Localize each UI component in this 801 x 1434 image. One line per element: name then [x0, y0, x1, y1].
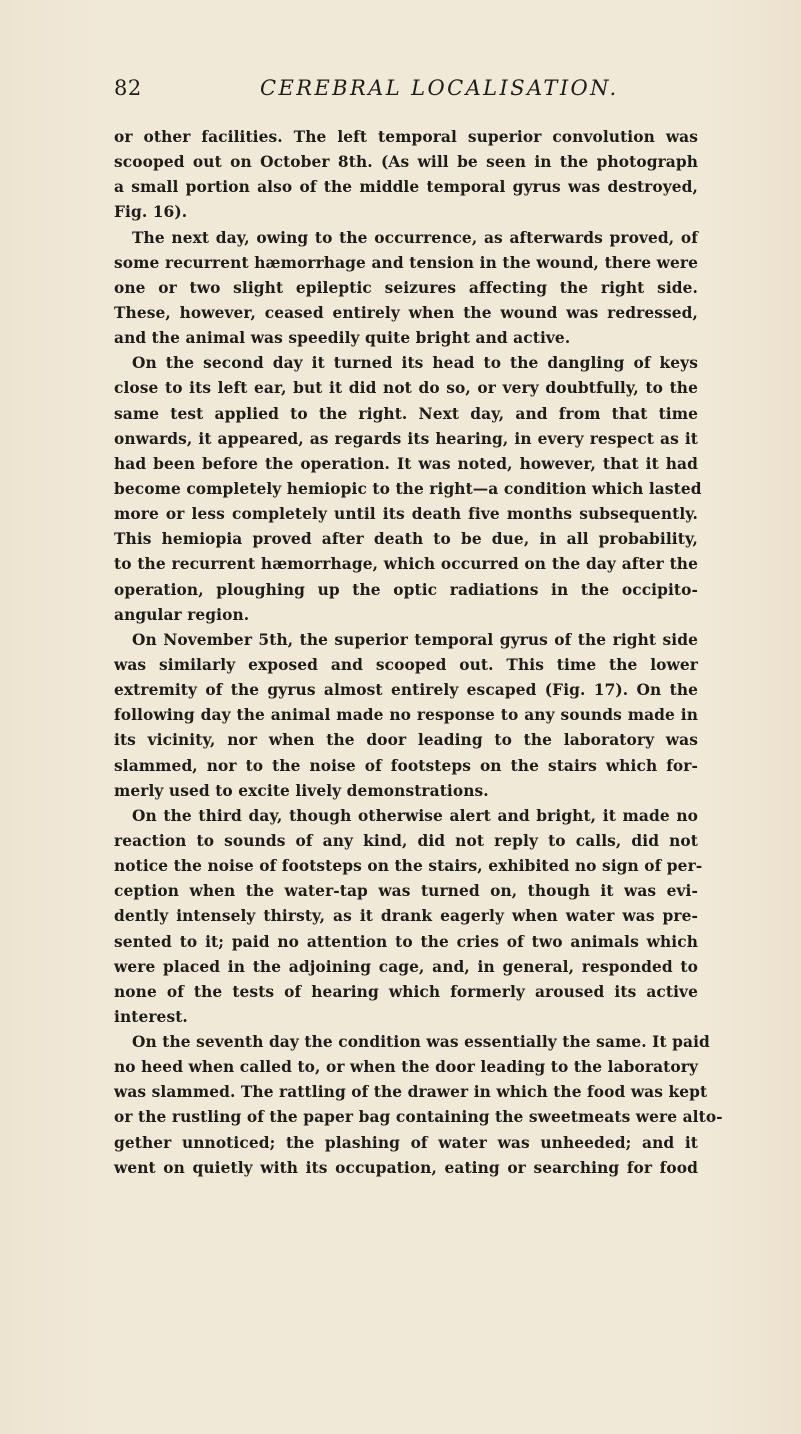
- text-line: was similarly exposed and scooped out. This time the lower: [114, 655, 698, 674]
- text-line: or the rustling of the paper bag containing the sweetmeats were alto-: [114, 1108, 723, 1127]
- text-line: a small portion also of the middle temporal gyrus was destroyed,: [114, 178, 698, 197]
- running-head: CEREBRAL LOCALISATION.: [260, 76, 619, 100]
- text-line: sented to it; paid no attention to the cries of two animals which: [114, 932, 698, 951]
- paragraph: [114, 125, 698, 226]
- text-line: reaction to sounds of any kind, did not reply to calls, did not: [114, 831, 698, 850]
- paragraph: [114, 1030, 723, 1181]
- text-line: or other facilities. The left temporal superior convolution was: [114, 128, 698, 146]
- text-line: These, however, ceased entirely when the wound was redressed,: [114, 303, 698, 322]
- paragraph: [114, 804, 703, 1030]
- text-line: dently intensely thirsty, as it drank eagerly when water was pre-: [114, 907, 698, 926]
- body-text: [114, 125, 723, 1181]
- text-line: ception when the water-tap was turned on, though it was evi-: [114, 882, 698, 901]
- text-line: was slammed. The rattling of the drawer in which the food was kept: [114, 1083, 708, 1102]
- text-line: to the recurrent hæmorrhage, which occurred on the day after the: [114, 555, 698, 574]
- text-line: On November 5th, the superior temporal gyrus of the right side: [132, 630, 698, 649]
- text-line: On the third day, though otherwise alert and bright, it made no: [132, 806, 698, 825]
- text-line: become completely hemiopic to the right—a condition which lasted: [114, 479, 702, 498]
- text-line: close to its left ear, but it did not do so, or very doubtfully, to the: [114, 379, 698, 398]
- paragraph: [114, 226, 698, 352]
- text-line: none of the tests of hearing which formerly aroused its active: [114, 982, 698, 1001]
- text-line: The next day, owing to the occurrence, as afterwards proved, of: [132, 228, 698, 247]
- text-line: extremity of the gyrus almost entirely escaped (Fig. 17). On the: [114, 681, 698, 700]
- text-line: same test applied to the right. Next day, and from that time: [114, 404, 698, 423]
- text-line: were placed in the adjoining cage, and, in general, responded to: [114, 957, 698, 976]
- text-line: slammed, nor to the noise of footsteps on the stairs which for-: [114, 756, 698, 775]
- text-line: This hemiopia proved after death to be due, in all probability,: [114, 530, 698, 549]
- text-line: onwards, it appeared, as regards its hearing, in every respect as it: [114, 429, 698, 448]
- text-line: more or less completely until its death five months subsequently.: [114, 505, 698, 524]
- text-line: angular region.: [114, 605, 250, 624]
- page-number: 82: [114, 76, 142, 100]
- paragraph: [114, 628, 698, 804]
- text-line: following day the animal made no response to any sounds made in: [114, 706, 698, 725]
- text-line: its vicinity, nor when the door leading to the laboratory was: [114, 731, 698, 750]
- text-line: notice the noise of footsteps on the stairs, exhibited no sign of per-: [114, 857, 703, 876]
- text-line: had been before the operation. It was noted, however, that it had: [114, 454, 698, 473]
- text-line: interest.: [114, 1007, 188, 1026]
- text-line: On the seventh day the condition was essentially the same. It paid: [132, 1033, 710, 1052]
- text-line: and the animal was speedily quite bright and active.: [114, 329, 571, 348]
- text-line: On the second day it turned its head to the dangling of keys: [132, 354, 698, 373]
- page-header: [114, 76, 699, 110]
- text-line: no heed when called to, or when the door leading to the laboratory: [114, 1058, 698, 1077]
- text-line: one or two slight epileptic seizures affecting the right side.: [114, 278, 698, 297]
- text-line: went on quietly with its occupation, eating or searching for food: [114, 1158, 698, 1177]
- text-line: operation, ploughing up the optic radiations in the occipito-: [114, 580, 698, 599]
- text-line: gether unnoticed; the plashing of water was unheeded; and it: [114, 1133, 698, 1152]
- text-line: Fig. 16).: [114, 203, 188, 222]
- text-line: scooped out on October 8th. (As will be seen in the photograph: [114, 153, 698, 172]
- text-line: some recurrent hæmorrhage and tension in the wound, there were: [114, 253, 698, 272]
- text-line: merly used to excite lively demonstrations.: [114, 781, 489, 800]
- paragraph: [114, 351, 702, 628]
